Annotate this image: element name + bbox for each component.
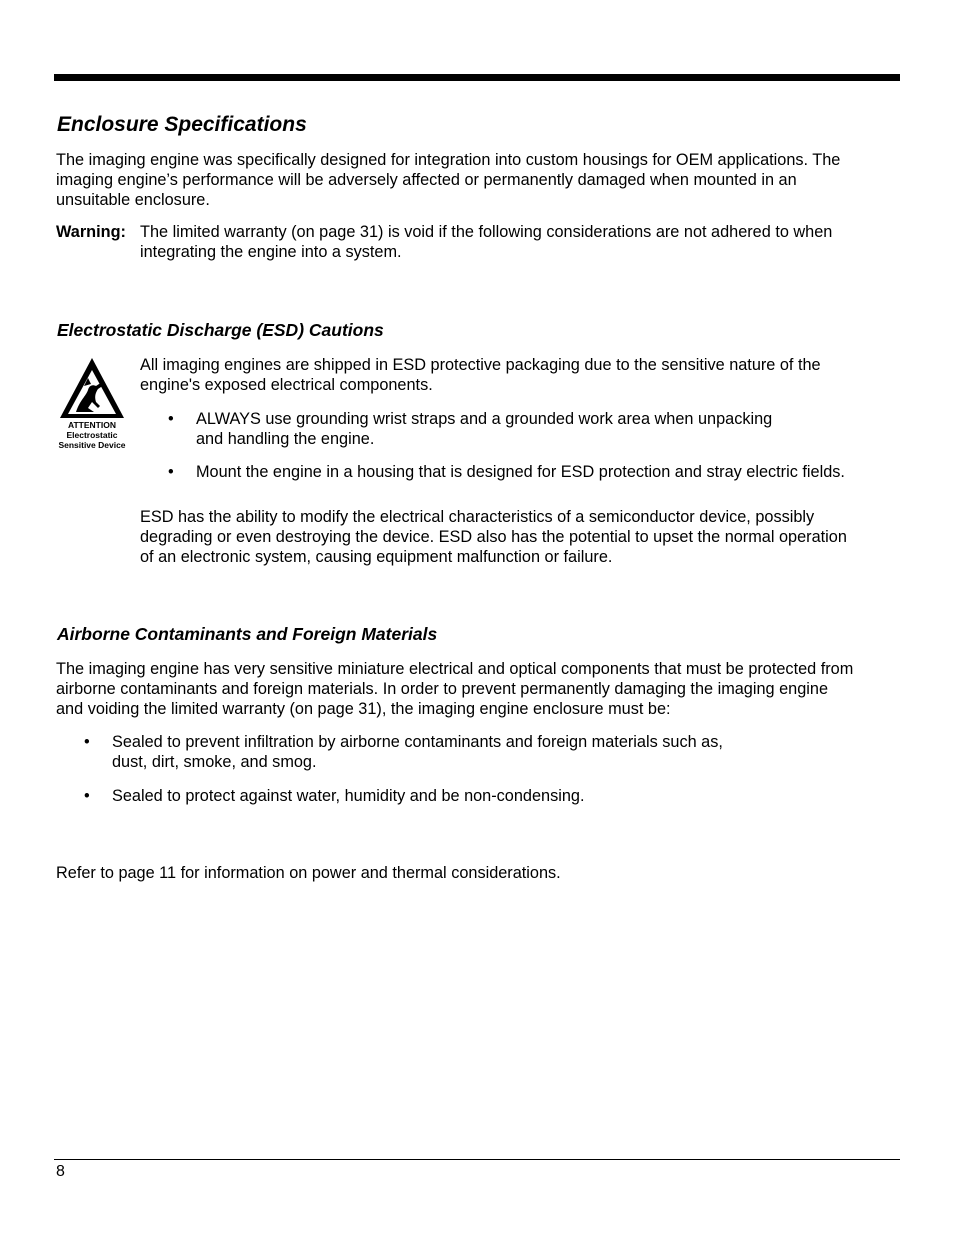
page-number: 8 [56, 1163, 65, 1180]
page-title: Enclosure Specifications [57, 113, 307, 136]
list-item: • Mount the engine in a housing that is designed for ESD protection and stray electric fields. [168, 463, 845, 481]
bullet-icon: • [84, 787, 90, 805]
esd-intro-paragraph: All imaging engines are shipped in ESD protective packaging due to the sensitive nature of the engine's exposed electrical components. [140, 356, 821, 394]
warning-text: The limited warranty (on page 31) is void if the following considerations are not adhered to when integrating the engine into a system. [140, 223, 833, 261]
airborne-intro-paragraph: The imaging engine has very sensitive miniature electrical and optical components that must be protected from airborne contaminants and foreign materials. In order to prevent permanently damaging the imaging engine and voiding the limited warranty (on page 31), the imaging engine enclosure must be: [56, 660, 854, 718]
list-item: • ALWAYS use grounding wrist straps and a grounded work area when unpacking and handling the engine. [168, 410, 773, 448]
top-rule [54, 74, 900, 81]
intro-paragraph: The imaging engine was specifically designed for integration into custom housings for OEM applications. The imaging engine’s performance will be adversely affected or permanently damaged when mounted in an unsuitable enclosure. [56, 151, 841, 209]
esd-attention-icon [54, 356, 130, 452]
refer-paragraph: Refer to page 11 for information on power and thermal considerations. [56, 864, 561, 882]
esd-icon-caption: ATTENTION Electrostatic Sensitive Device [58, 420, 126, 450]
esd-heading: Electrostatic Discharge (ESD) Cautions [57, 320, 384, 340]
esd-warning-triangle-icon [58, 356, 126, 420]
bullet-icon: • [84, 733, 90, 751]
list-item: • Sealed to protect against water, humidity and be non-condensing. [84, 787, 585, 805]
esd-closing-paragraph: ESD has the ability to modify the electrical characteristics of a semiconductor device, possibly degrading or even destroying the device. ESD also has the potential to upset the normal operation of an electronic system, causing equipment malfunction or failure. [140, 508, 847, 566]
footer-rule [54, 1159, 900, 1160]
list-item: • Sealed to prevent infiltration by airborne contaminants and foreign materials such as, dust, dirt, smoke, and smog. [84, 733, 723, 771]
bullet-icon: • [168, 463, 174, 481]
airborne-heading: Airborne Contaminants and Foreign Materials [57, 624, 438, 644]
bullet-icon: • [168, 410, 174, 428]
warning-label: Warning: [56, 223, 126, 241]
